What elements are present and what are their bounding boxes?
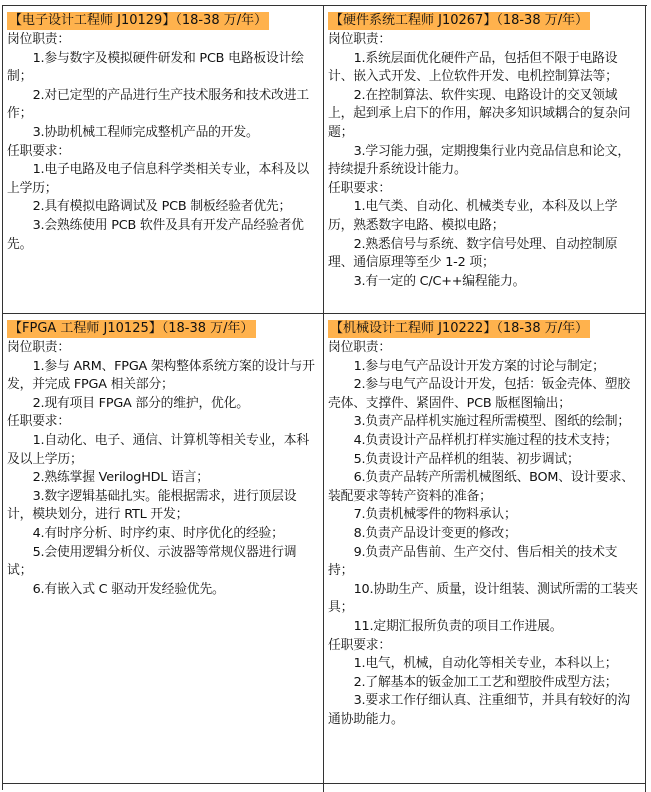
- job-title: 【硬件系统工程师 J10267】（18-38 万/年）: [330, 13, 589, 28]
- duty-item: 6.负责产品转产所需机械图纸、BOM、设计要求、装配要求等转产资料的准备；: [328, 470, 634, 504]
- duties-heading: 岗位职责：: [328, 32, 391, 47]
- job-cell-electronic-design: [3, 6, 324, 314]
- requirements-heading: 任职要求：: [328, 180, 391, 196]
- requirement-item: 2.熟练掌握 VerilogHDL 语言；: [32, 470, 209, 486]
- requirements-heading: 任职要求：: [7, 143, 70, 159]
- requirements-heading: 任职要求：: [7, 414, 70, 430]
- requirement-item: 1.电气类、自动化、机械类专业，本科及以上学历，熟悉数字电路、模拟电路；: [328, 199, 618, 233]
- requirement-item: 2.熟悉信号与系统、数字信号处理、自动控制原理、通信原理等至少 1-2 项；: [328, 236, 618, 271]
- duty-item: 2.现有项目 FPGA 部分的维护，优化。: [32, 395, 249, 411]
- requirement-item: 2.具有模拟电路调试及 PCB 制板经验者优先；: [32, 199, 292, 215]
- requirement-item: 3.要求工作仔细认真、注重细节，并具有较好的沟通协助能力。: [328, 693, 630, 727]
- duties-heading: 岗位职责：: [7, 340, 70, 355]
- duty-item: 7.负责机械零件的物料承认；: [353, 507, 517, 523]
- job-body: [7, 31, 319, 254]
- job-cell-fpga: [3, 314, 324, 784]
- requirement-item: 3.有一定的 C/C++编程能力。: [353, 273, 526, 289]
- duty-item: 4.负责设计产品样机打样实施过程的技术支持；: [353, 432, 618, 448]
- duty-item: 11.定期汇报所负责的项目工作进展。: [353, 618, 563, 634]
- job-title: 【电子设计工程师 J10129】（18-38 万/年）: [9, 13, 268, 28]
- requirement-item: 1.自动化、电子、通信、计算机等相关专业，本科及以上学历；: [7, 432, 309, 467]
- requirement-item: 3.会熟练使用 PCB 软件及具有开发产品经验者优先。: [7, 217, 304, 252]
- duty-item: 1.系统层面优化硬件产品，包括但不限于电路设计、嵌入式开发、上位软件开发、电机控制算法等；: [328, 50, 618, 85]
- duty-item: 3.负责产品样机实施过程所需模型、图纸的绘制；: [353, 414, 630, 430]
- job-table: [2, 5, 647, 790]
- job-body: [7, 339, 319, 599]
- requirement-item: 4.有时序分析、时序约束、时序优化的经验；: [32, 525, 284, 541]
- duties-heading: 岗位职责：: [7, 32, 70, 47]
- empty-cell: [324, 784, 646, 792]
- duty-item: 1.参与数字及模拟硬件研发和 PCB 电路板设计绘制；: [7, 50, 304, 85]
- requirement-item: 3.数字逻辑基础扎实。能根据需求，进行顶层设计，模块划分，进行 RTL 开发；: [7, 488, 297, 523]
- job-cell-mechanical-design: [324, 314, 646, 784]
- duty-item: 9.负责产品售前、生产交付、售后相关的技术支持；: [328, 544, 618, 579]
- duty-item: 1.参与电气产品设计开发方案的讨论与制定；: [353, 358, 605, 374]
- duty-item: 2.参与电气产品设计开发，包括：钣金壳体、塑胶壳体、支撑件、紧固件、PCB 版框图输出；: [328, 377, 630, 411]
- duty-item: 2.对已定型的产品进行生产技术服务和技术改进工作；: [7, 87, 309, 122]
- job-body: [328, 339, 641, 729]
- requirement-item: 1.电气，机械，自动化等相关专业，本科以上；: [353, 656, 618, 672]
- duty-item: 8.负责产品设计变更的修改；: [353, 525, 517, 541]
- job-cell-hardware-system: [324, 6, 646, 314]
- duties-heading: 岗位职责：: [328, 340, 391, 355]
- job-title: 【FPGA 工程师 J10125】（18-38 万/年）: [9, 321, 254, 336]
- requirement-item: 6.有嵌入式 C 驱动开发经验优先。: [32, 581, 225, 597]
- duty-item: 10.协助生产、质量，设计组装、测试所需的工装夹具；: [328, 581, 638, 616]
- duty-item: 1.参与 ARM、FPGA 架构整体系统方案的设计与开发，并完成 FPGA 相关部分；: [7, 358, 315, 393]
- job-body: [328, 31, 641, 291]
- requirement-item: 2.了解基本的钣金加工工艺和塑胶件成型方法；: [353, 674, 618, 690]
- duty-item: 3.协助机械工程师完成整机产品的开发。: [32, 124, 259, 140]
- duty-item: 2.在控制算法、软件实现、电路设计的交叉领域上，起到承上启下的作用，解决多知识域耦合的复杂问题；: [328, 87, 631, 140]
- duty-item: 3.学习能力强，定期搜集行业内竞品信息和论文，持续提升系统设计能力。: [328, 143, 630, 178]
- requirement-item: 1.电子电路及电子信息科学类相关专业，本科及以上学历；: [7, 162, 309, 196]
- empty-cell: [3, 784, 324, 792]
- requirement-item: 5.会使用逻辑分析仪、示波器等常规仪器进行调试；: [7, 544, 297, 579]
- job-title: 【机械设计工程师 J10222】（18-38 万/年）: [330, 321, 589, 336]
- duty-item: 5.负责设计产品样机的组装、初步调试；: [353, 451, 580, 467]
- requirements-heading: 任职要求：: [328, 637, 391, 653]
